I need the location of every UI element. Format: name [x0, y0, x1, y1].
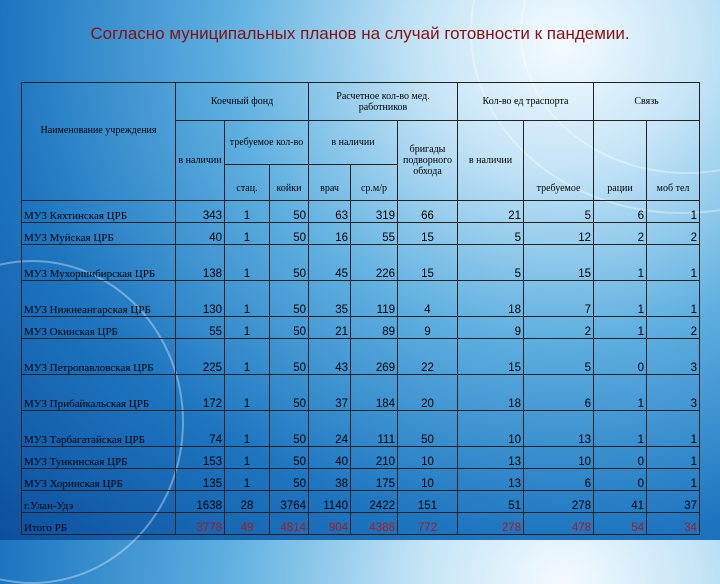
cell: 4388	[351, 513, 398, 535]
cell: 2	[647, 317, 700, 339]
table-row	[22, 447, 700, 469]
cell: 2	[647, 223, 700, 245]
cell: 13	[524, 411, 594, 447]
cell: 1	[647, 245, 700, 281]
table-row	[22, 245, 700, 281]
cell: 1	[594, 281, 647, 317]
cell: 772	[398, 513, 458, 535]
cell: 5	[524, 339, 594, 375]
table-row	[22, 491, 700, 513]
cell: 319	[351, 201, 398, 223]
cell: 37	[309, 375, 351, 411]
cell: 0	[594, 447, 647, 469]
cell: 1	[225, 375, 270, 411]
cell: 151	[398, 491, 458, 513]
cell: 119	[351, 281, 398, 317]
cell: 278	[524, 491, 594, 513]
cell: 21	[458, 201, 524, 223]
cell: 1	[225, 317, 270, 339]
row-name: МУЗ Петропавловская ЦРБ	[22, 339, 176, 375]
row-name: МУЗ Прибайкальская ЦРБ	[22, 375, 176, 411]
header-doctor: врач	[309, 165, 351, 201]
total-row	[22, 513, 700, 535]
cell: 16	[309, 223, 351, 245]
cell: 226	[351, 245, 398, 281]
cell: 50	[270, 447, 309, 469]
cell: 0	[594, 339, 647, 375]
header-stac: стац.	[225, 165, 270, 201]
cell: 18	[458, 281, 524, 317]
cell: 50	[270, 281, 309, 317]
cell: 1	[225, 223, 270, 245]
cell: 50	[270, 469, 309, 491]
cell: 50	[270, 317, 309, 339]
table-row	[22, 223, 700, 245]
cell: 89	[351, 317, 398, 339]
header-transport: Кол-во ед траспорта	[458, 83, 594, 121]
cell: 138	[176, 245, 225, 281]
cell: 1	[225, 411, 270, 447]
row-name: МУЗ Мухоршибирская ЦРБ	[22, 245, 176, 281]
cell: 3	[647, 375, 700, 411]
cell: 15	[398, 223, 458, 245]
page-title: Согласно муниципальных планов на случай готовности к пандемии.	[90, 24, 630, 43]
cell: 12	[524, 223, 594, 245]
header-staff: Расчетное кол-во мед. работников	[309, 83, 458, 121]
header-transport-required: требуемое	[524, 121, 594, 201]
cell: 50	[270, 223, 309, 245]
cell: 478	[524, 513, 594, 535]
row-name: МУЗ Нижнеангарская ЦРБ	[22, 281, 176, 317]
header-bed-in-stock: в наличии	[176, 121, 225, 201]
cell: 22	[398, 339, 458, 375]
cell: 1	[594, 245, 647, 281]
row-name: МУЗ Тарбагатайская ЦРБ	[22, 411, 176, 447]
cell: 343	[176, 201, 225, 223]
cell: 50	[270, 375, 309, 411]
cell: 1	[225, 447, 270, 469]
pandemic-readiness-table	[21, 82, 700, 535]
row-name: МУЗ Муйская ЦРБ	[22, 223, 176, 245]
cell: 184	[351, 375, 398, 411]
cell: 269	[351, 339, 398, 375]
cell: 38	[309, 469, 351, 491]
table-row	[22, 281, 700, 317]
cell: 1	[225, 339, 270, 375]
cell: 4	[398, 281, 458, 317]
header-comm: Связь	[594, 83, 700, 121]
cell: 54	[594, 513, 647, 535]
cell: 172	[176, 375, 225, 411]
cell: 66	[398, 201, 458, 223]
header-bed-required: требуемое кол-во	[225, 121, 309, 165]
cell: 10	[398, 469, 458, 491]
cell: 43	[309, 339, 351, 375]
cell: 18	[458, 375, 524, 411]
cell: 34	[647, 513, 700, 535]
cell: 1	[225, 469, 270, 491]
cell: 1	[594, 411, 647, 447]
table-row	[22, 469, 700, 491]
cell: 3	[647, 339, 700, 375]
table-row	[22, 339, 700, 375]
cell: 35	[309, 281, 351, 317]
cell: 2	[524, 317, 594, 339]
row-name: МУЗ Хоринская ЦРБ	[22, 469, 176, 491]
cell: 210	[351, 447, 398, 469]
cell: 50	[270, 245, 309, 281]
cell: 50	[270, 411, 309, 447]
cell: 1638	[176, 491, 225, 513]
cell: 5	[524, 201, 594, 223]
cell: 1140	[309, 491, 351, 513]
table-row	[22, 317, 700, 339]
cell: 5	[458, 245, 524, 281]
cell: 50	[270, 339, 309, 375]
cell: 1	[594, 317, 647, 339]
cell: 1	[225, 245, 270, 281]
cell: 111	[351, 411, 398, 447]
cell: 2	[594, 223, 647, 245]
cell: 49	[225, 513, 270, 535]
cell: 225	[176, 339, 225, 375]
row-name: Итого РБ	[22, 513, 176, 535]
cell: 41	[594, 491, 647, 513]
cell: 5	[458, 223, 524, 245]
cell: 1	[647, 201, 700, 223]
cell: 28	[225, 491, 270, 513]
cell: 2422	[351, 491, 398, 513]
cell: 15	[524, 245, 594, 281]
cell: 50	[270, 201, 309, 223]
cell: 1	[594, 375, 647, 411]
table-row	[22, 375, 700, 411]
cell: 10	[458, 411, 524, 447]
cell: 135	[176, 469, 225, 491]
row-name: МУЗ Кяхтинская ЦРБ	[22, 201, 176, 223]
cell: 1	[647, 469, 700, 491]
cell: 130	[176, 281, 225, 317]
cell: 3764	[270, 491, 309, 513]
cell: 6	[524, 375, 594, 411]
cell: 55	[351, 223, 398, 245]
header-nurse: ср.м/р	[351, 165, 398, 201]
cell: 1	[647, 411, 700, 447]
cell: 904	[309, 513, 351, 535]
cell: 40	[176, 223, 225, 245]
cell: 6	[524, 469, 594, 491]
cell: 45	[309, 245, 351, 281]
cell: 175	[351, 469, 398, 491]
cell: 15	[458, 339, 524, 375]
row-name: г.Улан-Удэ	[22, 491, 176, 513]
cell: 13	[458, 447, 524, 469]
cell: 15	[398, 245, 458, 281]
table-row	[22, 201, 700, 223]
header-beds: койки	[270, 165, 309, 201]
cell: 9	[458, 317, 524, 339]
row-name: МУЗ Тункинская ЦРБ	[22, 447, 176, 469]
cell: 1	[647, 281, 700, 317]
cell: 50	[398, 411, 458, 447]
header-mobile: моб тел	[647, 121, 700, 201]
cell: 37	[647, 491, 700, 513]
cell: 6	[594, 201, 647, 223]
header-transport-in-stock: в наличии	[458, 121, 524, 201]
cell: 153	[176, 447, 225, 469]
cell: 4814	[270, 513, 309, 535]
table-row	[22, 411, 700, 447]
cell: 74	[176, 411, 225, 447]
cell: 63	[309, 201, 351, 223]
row-name: МУЗ Окинская ЦРБ	[22, 317, 176, 339]
cell: 21	[309, 317, 351, 339]
cell: 1	[647, 447, 700, 469]
cell: 10	[398, 447, 458, 469]
cell: 10	[524, 447, 594, 469]
cell: 51	[458, 491, 524, 513]
cell: 20	[398, 375, 458, 411]
cell: 1	[225, 201, 270, 223]
cell: 40	[309, 447, 351, 469]
header-staff-in-stock: в наличии	[309, 121, 398, 165]
header-name: Наименование учреждения	[22, 83, 176, 201]
cell: 1	[225, 281, 270, 317]
cell: 7	[524, 281, 594, 317]
header-bed-fund: Коечный фонд	[176, 83, 309, 121]
header-brigades: бригады подворного обхода	[398, 121, 458, 201]
cell: 13	[458, 469, 524, 491]
cell: 278	[458, 513, 524, 535]
cell: 55	[176, 317, 225, 339]
cell: 24	[309, 411, 351, 447]
cell: 0	[594, 469, 647, 491]
cell: 3778	[176, 513, 225, 535]
cell: 9	[398, 317, 458, 339]
header-radio: рации	[594, 121, 647, 201]
